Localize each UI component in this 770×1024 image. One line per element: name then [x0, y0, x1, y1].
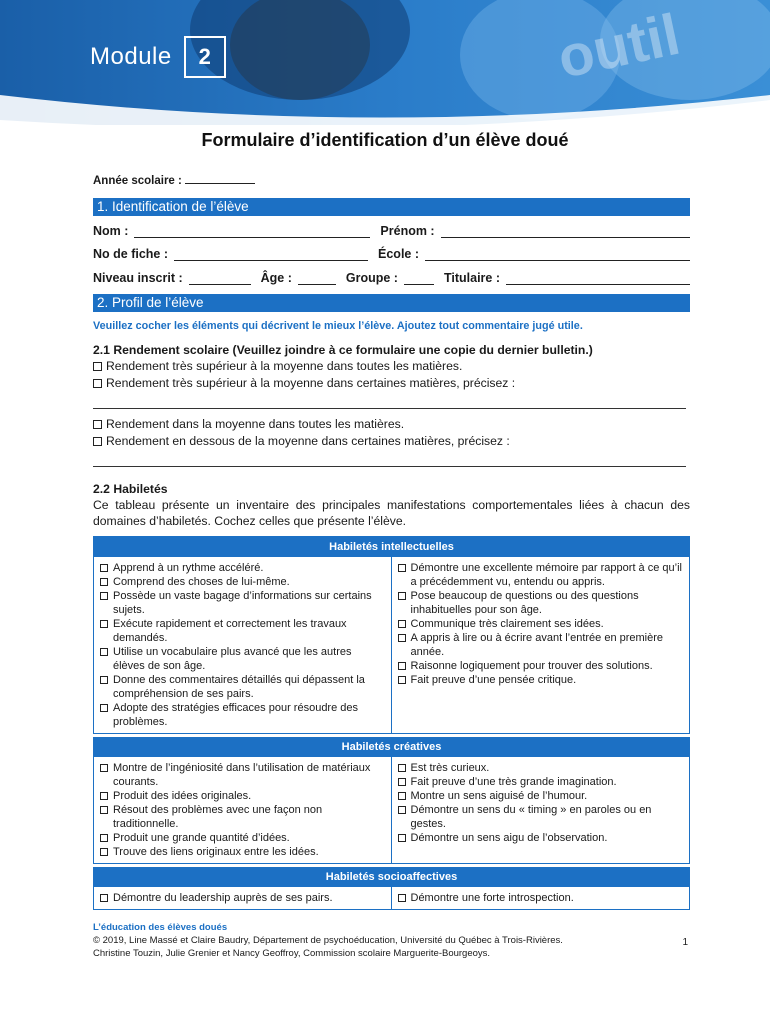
list-item [100, 701, 385, 729]
list-item [100, 891, 385, 905]
list-item [100, 589, 385, 617]
checkbox[interactable] [100, 848, 108, 856]
fiche-blank[interactable] [174, 249, 368, 261]
niveau-label: Niveau inscrit : [93, 271, 183, 285]
list-item [100, 789, 385, 803]
footer-line2: Christine Touzin, Julie Grenier et Nancy Geoffroy, Commission scolaire Marguerite-Bourgeoys. [93, 948, 491, 959]
right-column [392, 557, 690, 733]
left-column [94, 757, 392, 863]
checkbox[interactable] [398, 662, 406, 670]
list-item [100, 831, 385, 845]
s22-intro: Ce tableau présente un inventaire des principales manifestations comportementales liées à chacun des domaines d’habiletés. Cochez celles que présente l’élève. [93, 498, 690, 528]
list-item [398, 803, 684, 831]
item-text: Produit des idées originales. [113, 790, 252, 802]
item-text: Produit une grande quantité d’idées. [113, 832, 290, 844]
list-item [100, 803, 385, 831]
list-item [398, 617, 684, 631]
groupe-label: Groupe : [345, 271, 398, 285]
fiche-row [93, 247, 690, 261]
list-item [398, 561, 684, 589]
section2-heading: 2. Profil de l’élève [93, 294, 690, 312]
school-year-blank[interactable] [185, 172, 255, 184]
list-item [398, 775, 684, 789]
precisez-line[interactable] [93, 408, 686, 409]
list-item [398, 789, 684, 803]
titulaire-label: Titulaire : [443, 271, 500, 285]
titulaire-blank[interactable] [506, 273, 690, 285]
footer [93, 922, 690, 959]
checkbox[interactable] [398, 564, 406, 572]
right-column [392, 757, 690, 863]
item-text: Montre de l’ingéniosité dans l’utilisation de matériaux courants. [113, 762, 371, 788]
checkbox[interactable] [93, 362, 102, 371]
checkbox[interactable] [100, 792, 108, 800]
age-blank[interactable] [298, 273, 336, 285]
school-year-field [93, 172, 255, 187]
list-item [398, 761, 684, 775]
item-text: Possède un vaste bagage d’informations sur certains sujets. [113, 590, 372, 616]
nom-label: Nom : [93, 224, 129, 238]
s21-item [93, 376, 515, 390]
checkbox[interactable] [100, 648, 108, 656]
checkbox[interactable] [398, 764, 406, 772]
list-item [398, 589, 684, 617]
checkbox[interactable] [100, 592, 108, 600]
checkbox[interactable] [100, 704, 108, 712]
table-heading: Habiletés créatives [94, 737, 689, 757]
item-text: Trouve des liens originaux entre les idées. [113, 846, 319, 858]
s21-item [93, 417, 404, 431]
instructions-text: Veuillez cocher les éléments qui décrivent le mieux l’élève. Ajoutez tout commentaire jugé utile. [93, 320, 583, 332]
list-item [100, 761, 385, 789]
list-item [100, 673, 385, 701]
item-text: Donne des commentaires détaillés qui dépassent la compréhension de ses pairs. [113, 674, 365, 700]
table-heading: Habiletés intellectuelles [94, 537, 689, 557]
s21-item [93, 434, 510, 448]
name-row [93, 224, 690, 238]
ecole-label: École : [378, 247, 420, 261]
prenom-blank[interactable] [441, 226, 690, 238]
age-label: Âge : [260, 271, 292, 285]
s21-item-text: Rendement très supérieur à la moyenne dans toutes les matières. [106, 359, 463, 373]
checkbox[interactable] [398, 778, 406, 786]
checkbox[interactable] [93, 437, 102, 446]
item-text: Apprend à un rythme accéléré. [113, 562, 264, 574]
fiche-label: No de fiche : [93, 247, 169, 261]
checkbox[interactable] [398, 894, 406, 902]
checkbox[interactable] [398, 592, 406, 600]
checkbox[interactable] [398, 806, 406, 814]
list-item [100, 617, 385, 645]
item-text: Utilise un vocabulaire plus avancé que les autres élèves de son âge. [113, 646, 352, 672]
niveau-blank[interactable] [189, 273, 251, 285]
groupe-blank[interactable] [404, 273, 434, 285]
checkbox[interactable] [100, 620, 108, 628]
page-title: Formulaire d’identification d’un élève doué [201, 130, 569, 150]
page-number: 1 [682, 937, 688, 948]
left-column [94, 887, 392, 909]
table-creatives [93, 737, 690, 864]
item-text: A appris à lire ou à écrire avant l’entrée en première année. [410, 632, 664, 658]
item-text: Montre un sens aiguisé de l’humour. [410, 790, 588, 802]
list-item [100, 645, 385, 673]
checkbox[interactable] [100, 894, 108, 902]
checkbox[interactable] [100, 578, 108, 586]
list-item [398, 631, 684, 659]
item-text: Exécute rapidement et correctement les travaux demandés. [113, 618, 347, 644]
footer-title: L’éducation des élèves doués [93, 922, 228, 933]
item-text: Fait preuve d’une très grande imagination. [410, 776, 617, 788]
list-item [100, 575, 385, 589]
table-heading: Habiletés socioaffectives [94, 867, 689, 887]
checkbox[interactable] [100, 834, 108, 842]
checkbox[interactable] [398, 676, 406, 684]
item-text: Démontre une forte introspection. [410, 892, 574, 904]
checkbox[interactable] [398, 834, 406, 842]
s21-item-text: Rendement très supérieur à la moyenne dans certaines matières, précisez : [106, 376, 516, 390]
checkbox[interactable] [100, 764, 108, 772]
list-item [398, 831, 684, 845]
list-item [100, 561, 385, 575]
module-badge [90, 36, 226, 78]
item-text: Fait preuve d’une pensée critique. [410, 674, 577, 686]
item-text: Démontre un sens aigu de l’observation. [410, 832, 608, 844]
item-text: Résout des problèmes avec une façon non traditionnelle. [113, 804, 323, 830]
ecole-blank[interactable] [425, 249, 690, 261]
checkbox[interactable] [100, 806, 108, 814]
item-text: Communique très clairement ses idées. [410, 618, 604, 630]
item-text: Pose beaucoup de questions ou des questions inhabituelles pour son âge. [410, 590, 639, 616]
left-column [94, 557, 392, 733]
item-text: Est très curieux. [410, 762, 490, 774]
list-item [398, 659, 684, 673]
s21-item-text: Rendement dans la moyenne dans toutes les matières. [106, 417, 405, 431]
niveau-row [93, 271, 690, 285]
checkbox[interactable] [398, 792, 406, 800]
checkbox[interactable] [398, 620, 406, 628]
item-text: Adopte des stratégies efficaces pour résoudre des problèmes. [113, 702, 359, 728]
section1-heading: 1. Identification de l’élève [93, 198, 690, 216]
module-number: 2 [184, 36, 226, 78]
module-label: Module [90, 43, 172, 70]
item-text: Comprend des choses de lui-même. [113, 576, 290, 588]
checkbox[interactable] [100, 564, 108, 572]
s22-title: 2.2 Habiletés [93, 482, 168, 496]
table-intellectuelles [93, 536, 690, 734]
right-column [392, 887, 690, 909]
s21-title: 2.1 Rendement scolaire (Veuillez joindre à ce formulaire une copie du dernier bulletin.) [93, 343, 593, 357]
list-item [398, 673, 684, 687]
table-socioaffectives [93, 867, 690, 910]
nom-blank[interactable] [134, 226, 370, 238]
checkbox[interactable] [93, 379, 102, 388]
item-text: Démontre du leadership auprès de ses pairs. [113, 892, 333, 904]
list-item [100, 845, 385, 859]
item-text: Démontre un sens du « timing » en paroles ou en gestes. [410, 804, 652, 830]
checkbox[interactable] [93, 420, 102, 429]
prenom-label: Prénom : [380, 224, 435, 238]
school-year-label: Année scolaire : [93, 175, 182, 187]
s21-item [93, 359, 462, 373]
item-text: Raisonne logiquement pour trouver des solutions. [410, 660, 653, 672]
checkbox[interactable] [398, 634, 406, 642]
s21-item-text: Rendement en dessous de la moyenne dans certaines matières, précisez : [106, 434, 510, 448]
banner-watermark: outil [552, 1, 686, 91]
list-item [398, 891, 684, 905]
checkbox[interactable] [100, 676, 108, 684]
precisez-line[interactable] [93, 466, 686, 467]
footer-line1: © 2019, Line Massé et Claire Baudry, Département de psychoéducation, Université du Québec à Trois-Rivières. [93, 935, 563, 946]
item-text: Démontre une excellente mémoire par rapport à ce qu’il a précédemment vu, entendu ou appris. [410, 562, 682, 588]
